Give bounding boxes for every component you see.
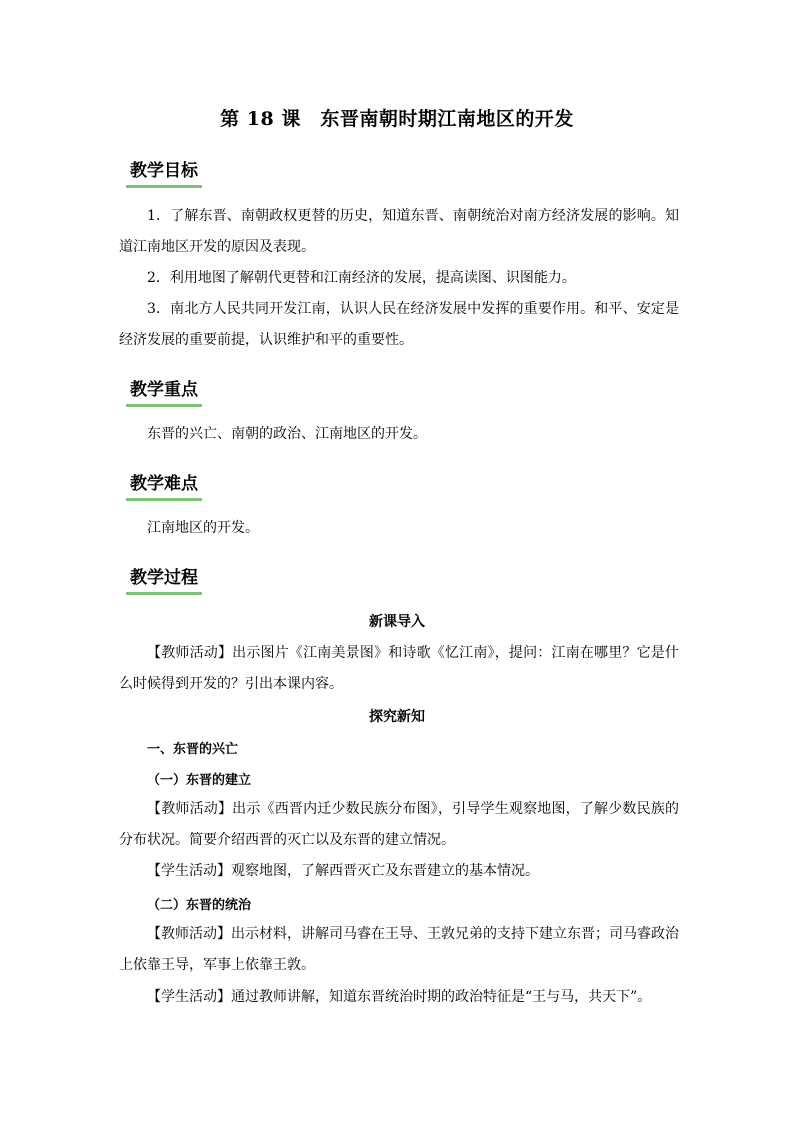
sub2-teacher-activity: 【教师活动】出示材料，讲解司马睿在王导、王敦兄弟的支持下建立东晋；司马睿政治上依靠王导，军事上依靠王敦。 xyxy=(119,926,679,973)
goal-item-3: 3．南北方人民共同开发江南，认识人民在经济发展中发挥的重要作用。和平、安定是经济发展的重要前提，认识维护和平的重要性。 xyxy=(119,301,679,348)
explore-title: 探究新知 xyxy=(369,709,425,725)
sub1-student-activity: 【学生活动】观察地图，了解西晋灭亡及东晋建立的基本情况。 xyxy=(147,863,539,879)
heading-difficult-points: 教学难点 xyxy=(126,473,202,501)
key-points-text: 东晋的兴亡、南朝的政治、江南地区的开发。 xyxy=(147,426,427,442)
sub2-title: （二）东晋的统治 xyxy=(147,898,252,913)
goal-item-1: 1．了解东晋、南朝政权更替的历史，知道东晋、南朝统治对南方经济发展的影响。知道江南地区开发的原因及表现。 xyxy=(119,208,679,255)
intro-text: 【教师活动】出示图片《江南美景图》和诗歌《忆江南》，提问：江南在哪里？它是什么时候得到开发的？引出本课内容。 xyxy=(119,645,679,692)
heading-teaching-goals: 教学目标 xyxy=(126,160,202,188)
intro-title: 新课导入 xyxy=(369,614,425,630)
heading-teaching-process: 教学过程 xyxy=(126,567,202,595)
page-title: 第 18 课 东晋南朝时期江南地区的开发 xyxy=(220,108,574,130)
heading-key-points: 教学重点 xyxy=(126,379,202,407)
goal-item-2: 2．利用地图了解朝代更替和江南经济的发展，提高读图、识图能力。 xyxy=(147,270,576,286)
sub1-title: （一）东晋的建立 xyxy=(147,773,252,788)
sub1-teacher-activity: 【教师活动】出示《西晋内迁少数民族分布图》，引导学生观察地图，了解少数民族的分布状况。简要介绍西晋的灭亡以及东晋的建立情况。 xyxy=(119,801,679,848)
part1-title: 一、东晋的兴亡 xyxy=(147,742,239,757)
difficult-points-text: 江南地区的开发。 xyxy=(147,520,259,536)
sub2-student-activity: 【学生活动】通过教师讲解，知道东晋统治时期的政治特征是“王与马，共天下”。 xyxy=(147,989,652,1005)
